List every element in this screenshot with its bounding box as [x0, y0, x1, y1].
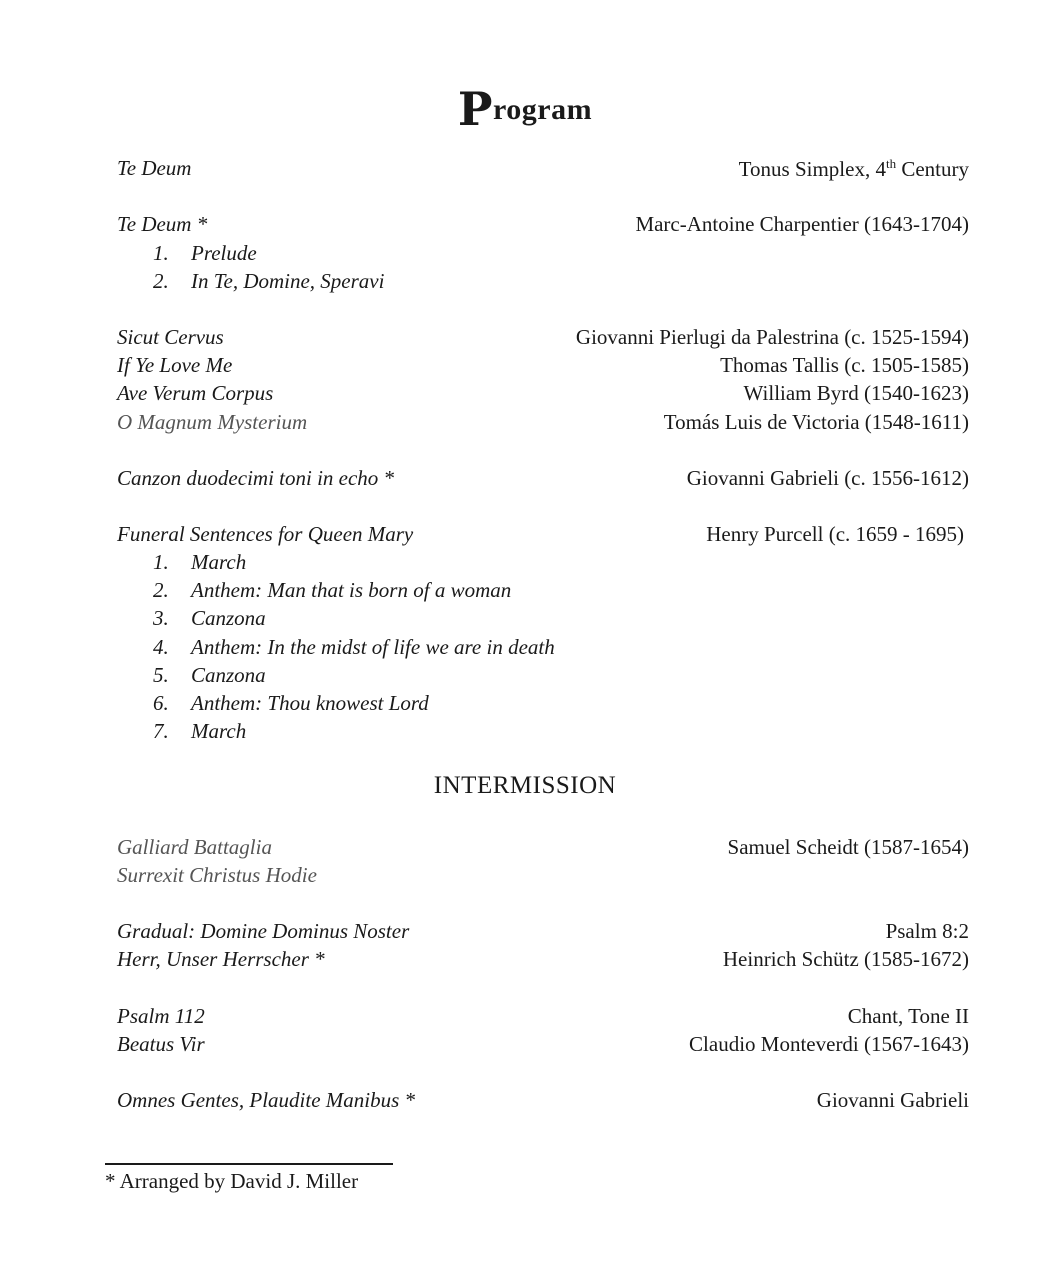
- composer: Henry Purcell (c. 1659 - 1695): [706, 522, 964, 546]
- composer-sup: th: [885, 156, 897, 171]
- movement-title: In Te, Domine, Speravi: [191, 269, 385, 293]
- movement-number: 2.: [153, 578, 169, 602]
- movement-item: [153, 269, 384, 297]
- movement-title: March: [191, 719, 247, 743]
- composer-tail: Century: [896, 157, 969, 181]
- work-title: Psalm 112: [117, 1004, 205, 1028]
- composer: Giovanni Gabrieli: [816, 1088, 969, 1112]
- movement-number: 1.: [153, 550, 169, 574]
- program-entry: [117, 919, 969, 947]
- work-title: Sicut Cervus: [117, 325, 224, 349]
- movement-title: Prelude: [191, 241, 257, 265]
- program-entry: [117, 1088, 969, 1116]
- movement-title: Anthem: Thou knowest Lord: [191, 691, 429, 715]
- movement-title: Anthem: In the midst of life we are in death: [191, 635, 555, 659]
- work-title: Herr, Unser Herrscher *: [117, 947, 325, 971]
- movement-number: 2.: [153, 269, 169, 293]
- composer: Marc-Antoine Charpentier (1643-1704): [635, 212, 969, 236]
- movement-item: [153, 663, 266, 691]
- program-entry: [117, 466, 969, 494]
- movement-number: 5.: [153, 663, 169, 687]
- footnote-divider: [105, 1163, 393, 1165]
- composer-main: Tonus Simplex, 4: [738, 157, 886, 181]
- movement-number: 6.: [153, 691, 169, 715]
- movement-number: 4.: [153, 635, 169, 659]
- movement-item: [153, 635, 555, 663]
- program-entry: [117, 522, 969, 550]
- program-entry: [117, 381, 969, 409]
- work-title: If Ye Love Me: [117, 353, 233, 377]
- work-title: Gradual: Domine Dominus Noster: [117, 919, 410, 943]
- composer: William Byrd (1540-1623): [743, 381, 969, 405]
- title-initial: P: [457, 82, 493, 136]
- composer: Giovanni Pierlugi da Palestrina (c. 1525-1594): [575, 325, 969, 349]
- work-title: Funeral Sentences for Queen Mary: [117, 522, 414, 546]
- work-title: Canzon duodecimi toni in echo *: [117, 466, 395, 490]
- movement-item: [153, 578, 511, 606]
- work-title: Te Deum *: [117, 212, 208, 236]
- program-entry: [117, 1004, 969, 1032]
- footnote: * Arranged by David J. Miller: [105, 1169, 359, 1193]
- work-title: Surrexit Christus Hodie: [117, 863, 317, 887]
- composer: Claudio Monteverdi (1567-1643): [689, 1032, 969, 1056]
- program-entry: [117, 863, 969, 891]
- program-entry: [117, 1032, 969, 1060]
- movement-title: March: [191, 550, 247, 574]
- movement-number: 1.: [153, 241, 169, 265]
- movement-title: Canzona: [191, 663, 266, 687]
- composer: Thomas Tallis (c. 1505-1585): [720, 353, 969, 377]
- movement-item: [153, 719, 246, 747]
- movement-number: 7.: [153, 719, 169, 743]
- program-entry: [117, 212, 969, 240]
- composer: [739, 156, 969, 182]
- program-entry: [117, 947, 969, 975]
- composer: Psalm 8:2: [885, 919, 969, 943]
- page-title: [0, 82, 1050, 136]
- program-entry: [117, 410, 969, 438]
- composer: Giovanni Gabrieli (c. 1556-1612): [686, 466, 969, 490]
- composer: Heinrich Schütz (1585-1672): [722, 947, 969, 971]
- composer: Samuel Scheidt (1587-1654): [727, 835, 969, 859]
- composer: Chant, Tone II: [847, 1004, 969, 1028]
- movement-title: Anthem: Man that is born of a woman: [191, 578, 512, 602]
- work-title: Omnes Gentes, Plaudite Manibus *: [117, 1088, 416, 1112]
- movement-item: [153, 691, 429, 719]
- program-entry: [117, 353, 969, 381]
- movement-item: [153, 550, 246, 578]
- work-title: Beatus Vir: [117, 1032, 205, 1056]
- work-title: Te Deum: [117, 156, 192, 180]
- title-rest: rogram: [493, 93, 593, 126]
- movement-item: [153, 241, 257, 269]
- work-title: Ave Verum Corpus: [117, 381, 274, 405]
- movement-number: 3.: [153, 606, 169, 630]
- intermission-heading: INTERMISSION: [433, 772, 617, 799]
- program-entry: [117, 835, 969, 863]
- program-entry: [117, 325, 969, 353]
- movement-title: Canzona: [191, 606, 266, 630]
- program-entry: [117, 156, 969, 184]
- composer: Tomás Luis de Victoria (1548-1611): [663, 410, 969, 434]
- work-title: O Magnum Mysterium: [117, 410, 308, 434]
- movement-item: [153, 606, 266, 634]
- work-title: Galliard Battaglia: [117, 835, 272, 859]
